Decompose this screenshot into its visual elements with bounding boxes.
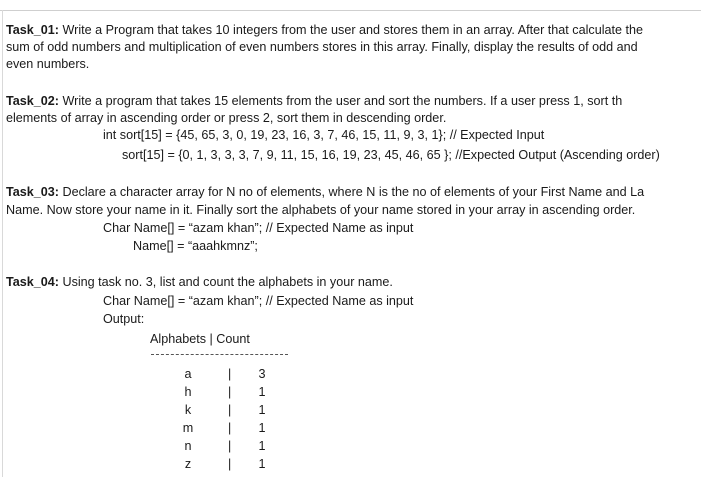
task-03-text-1: Declare a character array for N no of elements, where N is the no of elements of your First Name and La bbox=[58, 185, 645, 199]
table-row bbox=[0, 384, 701, 401]
task-01-text-1: Write a Program that takes 10 integers from the user and stores them in an array. After that calculate the bbox=[58, 23, 644, 37]
row-separator: | bbox=[228, 421, 232, 435]
task-03-label: Task_03: bbox=[6, 185, 59, 199]
row-count: 1 bbox=[258, 385, 266, 399]
task-04-label: Task_04: bbox=[6, 275, 59, 289]
task-01-line-3: even numbers. bbox=[6, 57, 90, 71]
task-04-line-1 bbox=[6, 274, 393, 291]
task-04-output-label: Output: bbox=[103, 312, 145, 326]
task-03-line-2: Name. Now store your name in it. Finally sort the alphabets of your name stored in your array in ascending order. bbox=[6, 203, 636, 217]
row-count: 3 bbox=[258, 367, 266, 381]
row-separator: | bbox=[228, 367, 232, 381]
alphabet-count-header: Alphabets | Count bbox=[150, 332, 250, 346]
task-03-line-1 bbox=[6, 184, 644, 201]
row-letter: h bbox=[184, 385, 192, 399]
row-count: 1 bbox=[258, 403, 266, 417]
table-row bbox=[0, 366, 701, 383]
task-01-line-1 bbox=[6, 22, 643, 39]
table-row bbox=[0, 402, 701, 419]
task-02-line-1 bbox=[6, 93, 622, 110]
row-separator: | bbox=[228, 403, 232, 417]
task-01-label: Task_01: bbox=[6, 23, 59, 37]
table-row bbox=[0, 456, 701, 473]
task-02-code-input: int sort[15] = {45, 65, 3, 0, 19, 23, 16, 3, 7, 46, 15, 11, 9, 3, 1}; // Expected Input bbox=[103, 128, 545, 142]
row-count: 1 bbox=[258, 439, 266, 453]
table-row bbox=[0, 420, 701, 437]
task-02-text-1: Write a program that takes 15 elements from the user and sort the numbers. If a user press 1, sort th bbox=[58, 94, 623, 108]
top-divider bbox=[0, 10, 701, 11]
table-row bbox=[0, 438, 701, 455]
row-count: 1 bbox=[258, 421, 266, 435]
task-04-text-1: Using task no. 3, list and count the alphabets in your name. bbox=[58, 275, 393, 289]
row-separator: | bbox=[228, 385, 232, 399]
row-separator: | bbox=[228, 457, 232, 471]
task-03-code-input: Char Name[] = “azam khan”; // Expected Name as input bbox=[103, 221, 414, 235]
row-letter: z bbox=[184, 457, 192, 471]
row-letter: a bbox=[184, 367, 192, 381]
task-01-line-2: sum of odd numbers and multiplication of even numbers stores in this array. Finally, display the results of odd and bbox=[6, 40, 638, 54]
row-letter: n bbox=[184, 439, 192, 453]
task-03-code-output: Name[] = “aaahkmnz”; bbox=[133, 239, 258, 253]
task-02-line-2: elements of array in ascending order or press 2, sort them in descending order. bbox=[6, 111, 447, 125]
task-04-code-input: Char Name[] = “azam khan”; // Expected Name as input bbox=[103, 294, 414, 308]
task-02-label: Task_02: bbox=[6, 94, 59, 108]
row-letter: m bbox=[182, 421, 194, 435]
table-dashed-divider bbox=[151, 354, 288, 355]
row-count: 1 bbox=[258, 457, 266, 471]
task-02-code-output: sort[15] = {0, 1, 3, 3, 3, 7, 9, 11, 15, 16, 19, 23, 45, 46, 65 }; //Expected Output (Ascending order) bbox=[122, 148, 660, 162]
row-letter: k bbox=[184, 403, 192, 417]
row-separator: | bbox=[228, 439, 232, 453]
